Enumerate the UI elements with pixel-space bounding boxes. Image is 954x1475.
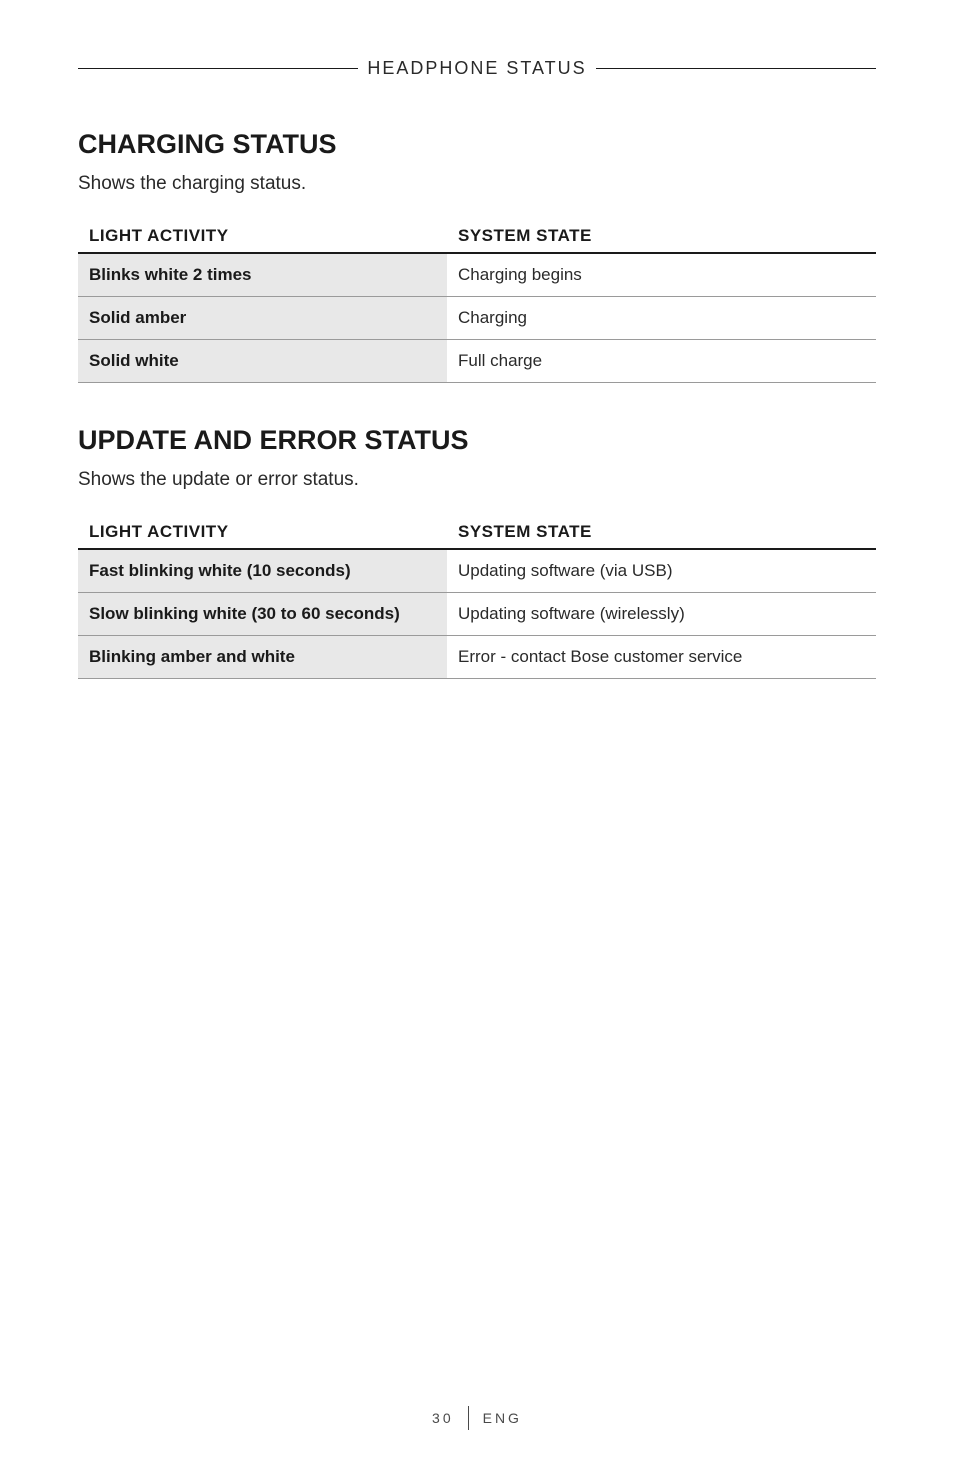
charging-status-table	[78, 222, 876, 383]
section-description: Shows the charging status.	[78, 173, 307, 194]
column-header-light-activity: LIGHT ACTIVITY	[78, 222, 447, 253]
column-header-light-activity: LIGHT ACTIVITY	[78, 518, 447, 549]
light-activity-cell: Blinking amber and white	[78, 636, 447, 679]
section-title: UPDATE AND ERROR STATUS	[78, 425, 469, 455]
table-header-row	[78, 518, 876, 549]
system-state-cell: Full charge	[447, 340, 876, 383]
language-code: ENG	[482, 1410, 522, 1426]
system-state-cell: Error - contact Bose customer service	[447, 636, 876, 679]
light-activity-cell: Slow blinking white (30 to 60 seconds)	[78, 593, 447, 636]
section-title: CHARGING STATUS	[78, 129, 337, 159]
section-description: Shows the update or error status.	[78, 469, 359, 490]
light-activity-cell: Solid white	[78, 340, 447, 383]
table-row	[78, 253, 876, 297]
page-number: 30	[432, 1410, 454, 1426]
footer-divider	[468, 1406, 469, 1430]
system-state-cell: Updating software (via USB)	[447, 549, 876, 593]
header-rule-left	[78, 68, 358, 69]
table-row	[78, 593, 876, 636]
table-header-row	[78, 222, 876, 253]
page-footer	[0, 1406, 954, 1430]
light-activity-cell: Solid amber	[78, 297, 447, 340]
light-activity-cell: Fast blinking white (10 seconds)	[78, 549, 447, 593]
update-error-status-table	[78, 518, 876, 679]
table-row	[78, 636, 876, 679]
system-state-cell: Charging begins	[447, 253, 876, 297]
light-activity-cell: Blinks white 2 times	[78, 253, 447, 297]
table-row	[78, 340, 876, 383]
system-state-cell: Charging	[447, 297, 876, 340]
running-header	[78, 56, 876, 80]
charging-status-section	[78, 128, 876, 383]
table-row	[78, 549, 876, 593]
running-header-title: HEADPHONE STATUS	[367, 57, 587, 78]
update-error-status-section	[78, 424, 876, 679]
header-rule-right	[596, 68, 876, 69]
system-state-cell: Updating software (wirelessly)	[447, 593, 876, 636]
column-header-system-state: SYSTEM STATE	[447, 222, 876, 253]
table-row	[78, 297, 876, 340]
column-header-system-state: SYSTEM STATE	[447, 518, 876, 549]
